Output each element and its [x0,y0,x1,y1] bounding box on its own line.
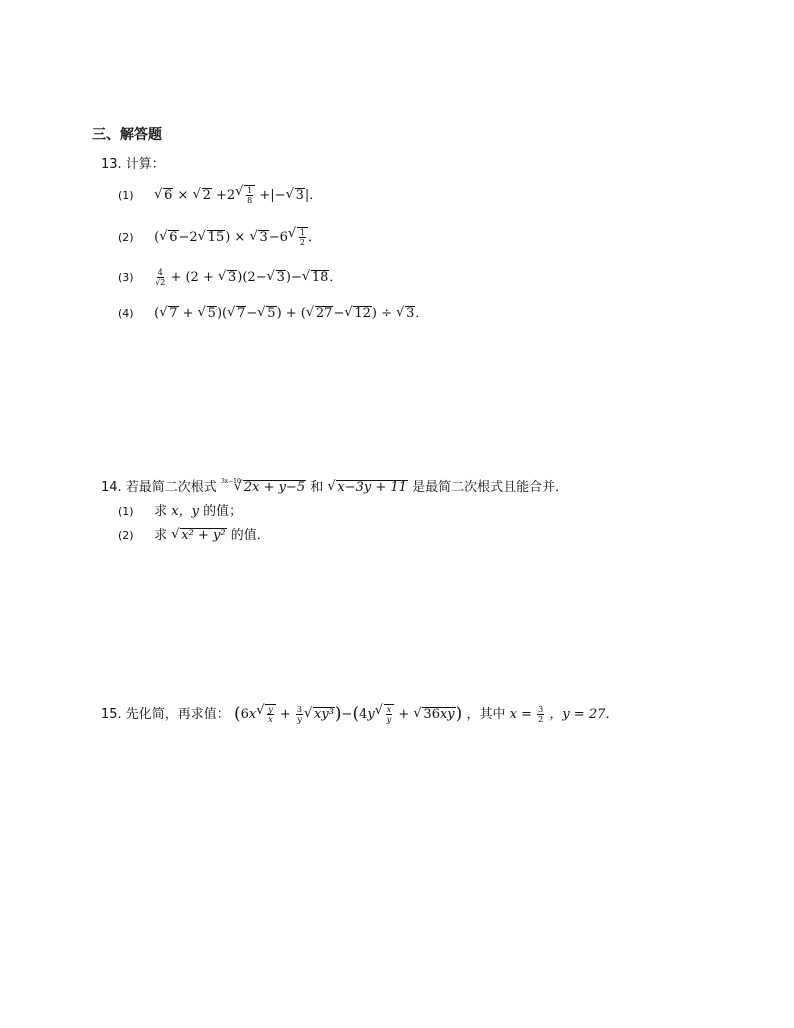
question-15 [101,703,618,724]
radicand: x² + y² [181,528,226,543]
sub-text: 求 [154,504,168,519]
connector-text: 和 [310,480,324,495]
math-expression: (√ 6−2√ 15) × √ 3−6 √ $\frac{1}{2}$ ． [154,230,321,245]
q13-item-4 [118,302,428,321]
section-title: 三、解答题 [92,127,162,143]
x-condition: x = $\frac{3}{2}$ [509,705,544,724]
radicand-a: 2x + y−5 [243,480,306,495]
q14-sub-1 [118,500,242,519]
y-condition: ，y = 27． [549,707,619,722]
item-number: (4) [118,307,134,320]
question-14 [101,476,568,495]
variables: x，y [171,504,199,519]
q13-item-1 [118,184,322,205]
question-14-tail: 是最简二次根式且能合并． [412,480,569,495]
math-expression [221,480,310,495]
q14-sub-2 [118,524,270,543]
math-expression: (√ 7 + √ 5)(√ 7−√ 5) + (√ 27−√ 12) ÷ √ 3． [154,306,428,321]
math-expression: $\frac{4}{√2}$ + (2 + √ 3)(2−√ 3)−√ 18． [154,270,342,285]
question-14-label: 14. 若最简二次根式 [101,480,217,495]
item-number: (2) [118,529,134,542]
condition-prefix: ，其中 [466,707,506,722]
math-expression [327,480,412,495]
question-15-label: 15. 先化简，再求值： [101,707,230,722]
sub-end: 的值； [203,504,243,519]
math-expression [171,528,226,543]
question-13-label: 13. 计算： [101,157,165,172]
item-number: (1) [118,189,134,202]
sub-end: 的值． [230,528,270,543]
q13-item-2 [118,226,321,247]
sub-text: 求 [154,528,168,543]
radicand-b: x−3y + 11 [337,480,407,495]
q13-item-3 [118,266,342,287]
item-number: (1) [118,505,134,518]
math-expression: (6x √ $\frac{y}{x}$ + $\frac{3}{y}$ √ xy³)−(4y √ $\frac{x}{y}$ + √ 36xy) [234,707,466,722]
item-number: (3) [118,271,134,284]
math-expression: √ 6 × √ 2 +2 √ $\frac{1}{8}$ +|−√ 3|． [154,188,322,203]
item-number: (2) [118,231,134,244]
radical-index: 3x−10 [220,478,241,485]
